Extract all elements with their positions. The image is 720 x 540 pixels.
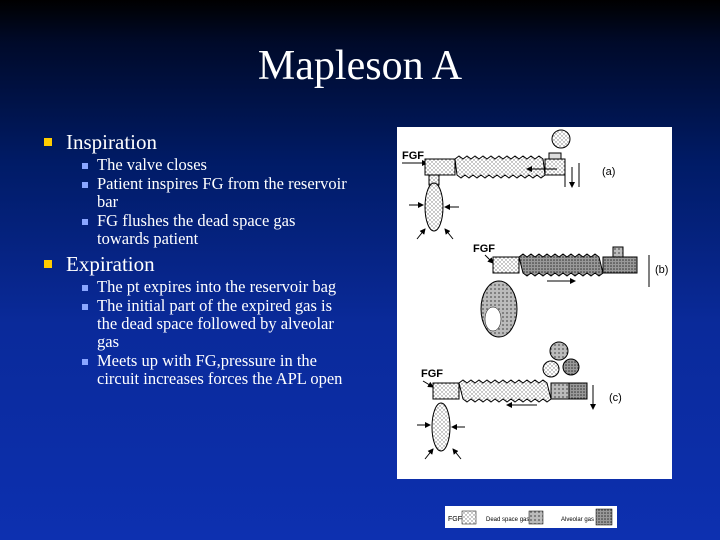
legend-alveolar-label: Alveolar gas bbox=[561, 517, 595, 523]
panel-c bbox=[417, 342, 622, 459]
mapleson-a-diagram-svg bbox=[397, 127, 672, 479]
corrugated-tube bbox=[455, 156, 545, 178]
fgf-label: FGF bbox=[473, 243, 495, 255]
panel-label: (b) bbox=[655, 264, 669, 276]
fgf-label: FGF bbox=[421, 368, 443, 380]
sub-bullet bbox=[82, 175, 364, 211]
sub-bullet-text: The pt expires into the reservoir bag bbox=[97, 277, 337, 296]
panel-label: (c) bbox=[609, 392, 622, 404]
panel-b bbox=[473, 243, 668, 337]
panel-a bbox=[402, 130, 615, 239]
sub-bullet bbox=[82, 278, 364, 296]
corrugated-tube bbox=[459, 380, 551, 402]
legend-dead-space-swatch bbox=[529, 511, 543, 524]
bullet-inspiration bbox=[44, 130, 364, 154]
bullet-square-icon bbox=[82, 163, 88, 169]
corrugated-tube bbox=[519, 254, 603, 276]
diagram-legend bbox=[445, 506, 617, 528]
legend-fgf-label: FGF bbox=[448, 516, 462, 523]
legend-svg bbox=[445, 506, 617, 528]
bullet-expiration bbox=[44, 252, 364, 276]
bullet-square-icon bbox=[82, 182, 88, 188]
bullet-square-icon bbox=[82, 285, 88, 291]
bullet-square-icon bbox=[44, 138, 52, 146]
slide-title: Mapleson A bbox=[257, 43, 463, 89]
sub-list-expiration bbox=[82, 278, 364, 388]
sub-bullet bbox=[82, 297, 364, 351]
panel-label: (a) bbox=[602, 166, 616, 178]
sub-bullet-text: Meets up with FG,pressure in the circuit increases forces the APL open bbox=[97, 351, 343, 388]
sub-bullet bbox=[82, 352, 364, 388]
legend-fgf-swatch bbox=[462, 511, 476, 524]
sub-bullet-text: Patient inspires FG from the reservoir bar bbox=[97, 174, 347, 211]
bullet-square-icon bbox=[82, 219, 88, 225]
mapleson-a-diagram bbox=[397, 127, 672, 479]
fgf-label: FGF bbox=[402, 150, 424, 162]
sub-bullet-text: The valve closes bbox=[97, 155, 207, 174]
section-heading: Expiration bbox=[66, 252, 155, 276]
sub-bullet-text: The initial part of the expired gas is the dead space followed by alveolar gas bbox=[97, 296, 334, 351]
bullet-square-icon bbox=[44, 260, 52, 268]
legend-dead-space-label: Dead space gas bbox=[486, 517, 530, 523]
legend-alveolar-swatch bbox=[596, 509, 612, 525]
sub-list-inspiration bbox=[82, 156, 364, 248]
bullet-list bbox=[44, 128, 364, 392]
bullet-square-icon bbox=[82, 359, 88, 365]
bullet-square-icon bbox=[82, 304, 88, 310]
sub-bullet bbox=[82, 212, 364, 248]
sub-bullet bbox=[82, 156, 364, 174]
sub-bullet-text: FG flushes the dead space gas towards patient bbox=[97, 211, 296, 248]
section-heading: Inspiration bbox=[66, 130, 157, 154]
